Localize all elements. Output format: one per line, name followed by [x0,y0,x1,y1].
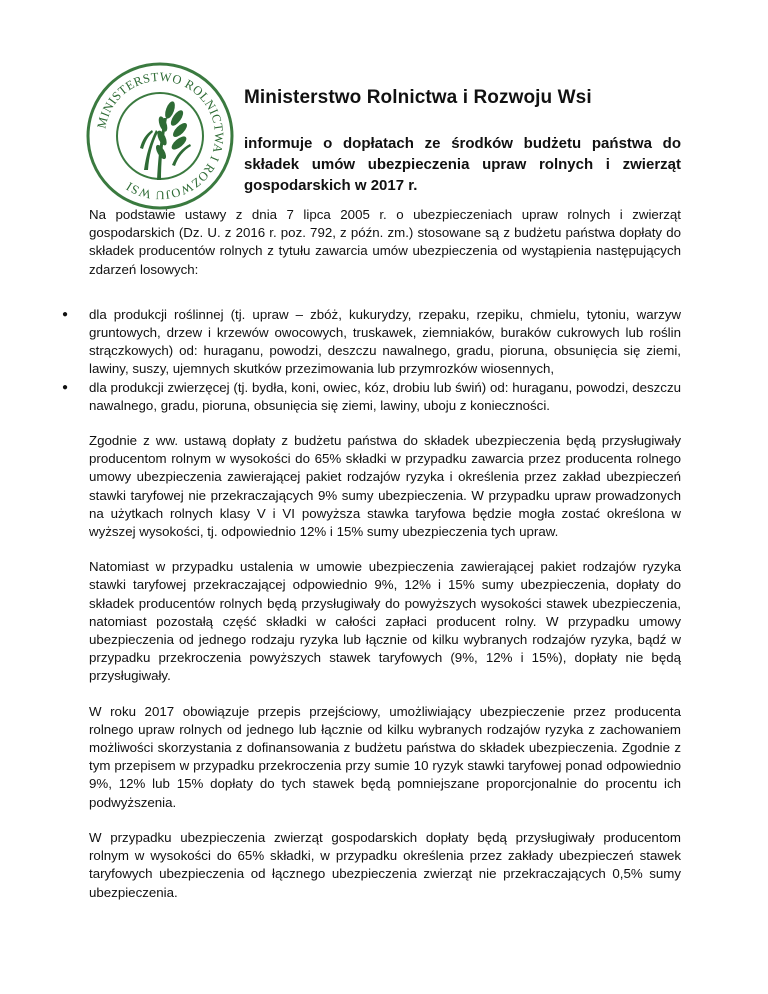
list-item [62,379,681,415]
ministry-logo [84,60,236,212]
paragraph-transitional-rule: W roku 2017 obowiązuje przepis przejściowy, umożliwiający ubezpieczenie przez producenta rolnego upraw rolnych od jednego lub łącznie od kilku wybranych rodzajów ryzyka z zachowaniem możliwości skorzystania z dofinansowania z budżetu państwa do składek ubezpieczenia. Zgodnie z tym przepisem w przypadku przekroczenia przy sumie 10 ryzyk stawki taryfowej ponad odpowiednio 9%, 12% lub 15% dopłaty do tych stawek będą pomniejszane proporcjonalnie do procentu ich podwyższenia. [89,703,681,810]
hazard-list [62,306,681,415]
list-item-text: dla produkcji roślinnej (tj. upraw – zbóż, kukurydzy, rzepaku, rzepiku, chmielu, tytoniu, warzyw gruntowych, drzew i krzewów owocowych, truskawek, ziemniaków, buraków cukrowych lub roślin strączkowych) od: huraganu, powodzi, deszczu nawalnego, gradu, pioruna, obsunięcia się ziemi, lawiny, suszy, ujemnych skutków przezimowania lub przymrozków wiosennych, [89,306,681,377]
bullet-icon: ● [62,381,69,393]
wheat-icon [140,100,191,180]
bullet-icon: ● [62,308,69,320]
page-title: Ministerstwo Rolnictwa i Rozwoju Wsi [244,87,592,108]
document-body [62,206,681,919]
list-item-text: dla produkcji zwierzęcej (tj. bydła, koni, owiec, kóz, drobiu lub świń) od: huraganu, powodzi, deszczu nawalnego, gradu, pioruna, obsunięcia się ziemi, lawiny, uboju z konieczności. [89,379,681,413]
paragraph-subsidy-rules: Zgodnie z ww. ustawą dopłaty z budżetu państwa do składek ubezpieczenia będą przysługiwały producentom rolnym w wysokości do 65% składki w przypadku zawarcia przez producenta rolnego umowy ubezpieczenia zawierającej pakiet rodzajów ryzyka i określenia przez zakład ubezpieczeń stawki taryfowej nie przekraczających 9% sumy ubezpieczenia. W przypadku upraw prowadzonych na użytkach rolnych klasy V i VI powyższa stawka taryfowa będzie mogła zostać określona w wyższej wysokości, tj. odpowiednio 12% i 15% sumy ubezpieczenia tych upraw. [89,433,681,540]
paragraph-livestock: W przypadku ubezpieczenia zwierząt gospodarskich dopłaty będą przysługiwały producentom rolnym w wysokości do 65% składki, w przypadku określenia przez zakłady ubezpieczeń stawek taryfowych ubezpieczenia od łącznego ubezpieczenia zwierząt nie przekraczających 0,5% sumy ubezpieczenia. [89,829,681,900]
list-item [62,306,681,379]
ministry-seal-icon [84,60,236,212]
paragraph-exceeding-rates: Natomiast w przypadku ustalenia w umowie ubezpieczenia zawierającej pakiet rodzajów ryzyka stawki taryfowej przekraczającej odpowiednio 9%, 12% i 15% sumy ubezpieczenia, dopłaty do składek producentów rolnych będą przysługiwały do powyższych wysokości stawek ubezpieczenia, natomiast pozostałą część składki w całości zapłaci producent rolny. W przypadku umowy ubezpieczenia od jednego rodzaju ryzyka lub łącznie od kilku wybranych rodzajów ryzyka, bądź w przypadku przekroczenia powyższych stawek taryfowych (9%, 12% i 15%), dopłaty nie będą przysługiwały. [89,559,681,684]
page-subtitle: informuje o dopłatach ze środków budżetu państwa do składek umów ubezpieczenia upraw rolnych i zwierząt gospodarskich w 2017 r. [244,135,681,194]
intro-paragraph: Na podstawie ustawy z dnia 7 lipca 2005 r. o ubezpieczeniach upraw rolnych i zwierząt gospodarskich (Dz. U. z 2016 r. poz. 792, z późn. zm.) stosowane są z budżetu państwa dopłaty do składek producentów rolnych z tytułu zawarcia umów ubezpieczenia od wystąpienia następujących zdarzeń losowych: [89,207,681,277]
logo-ring-text: MINISTERSTWO ROLNICTWA I ROZWOJU WSI [94,69,227,203]
